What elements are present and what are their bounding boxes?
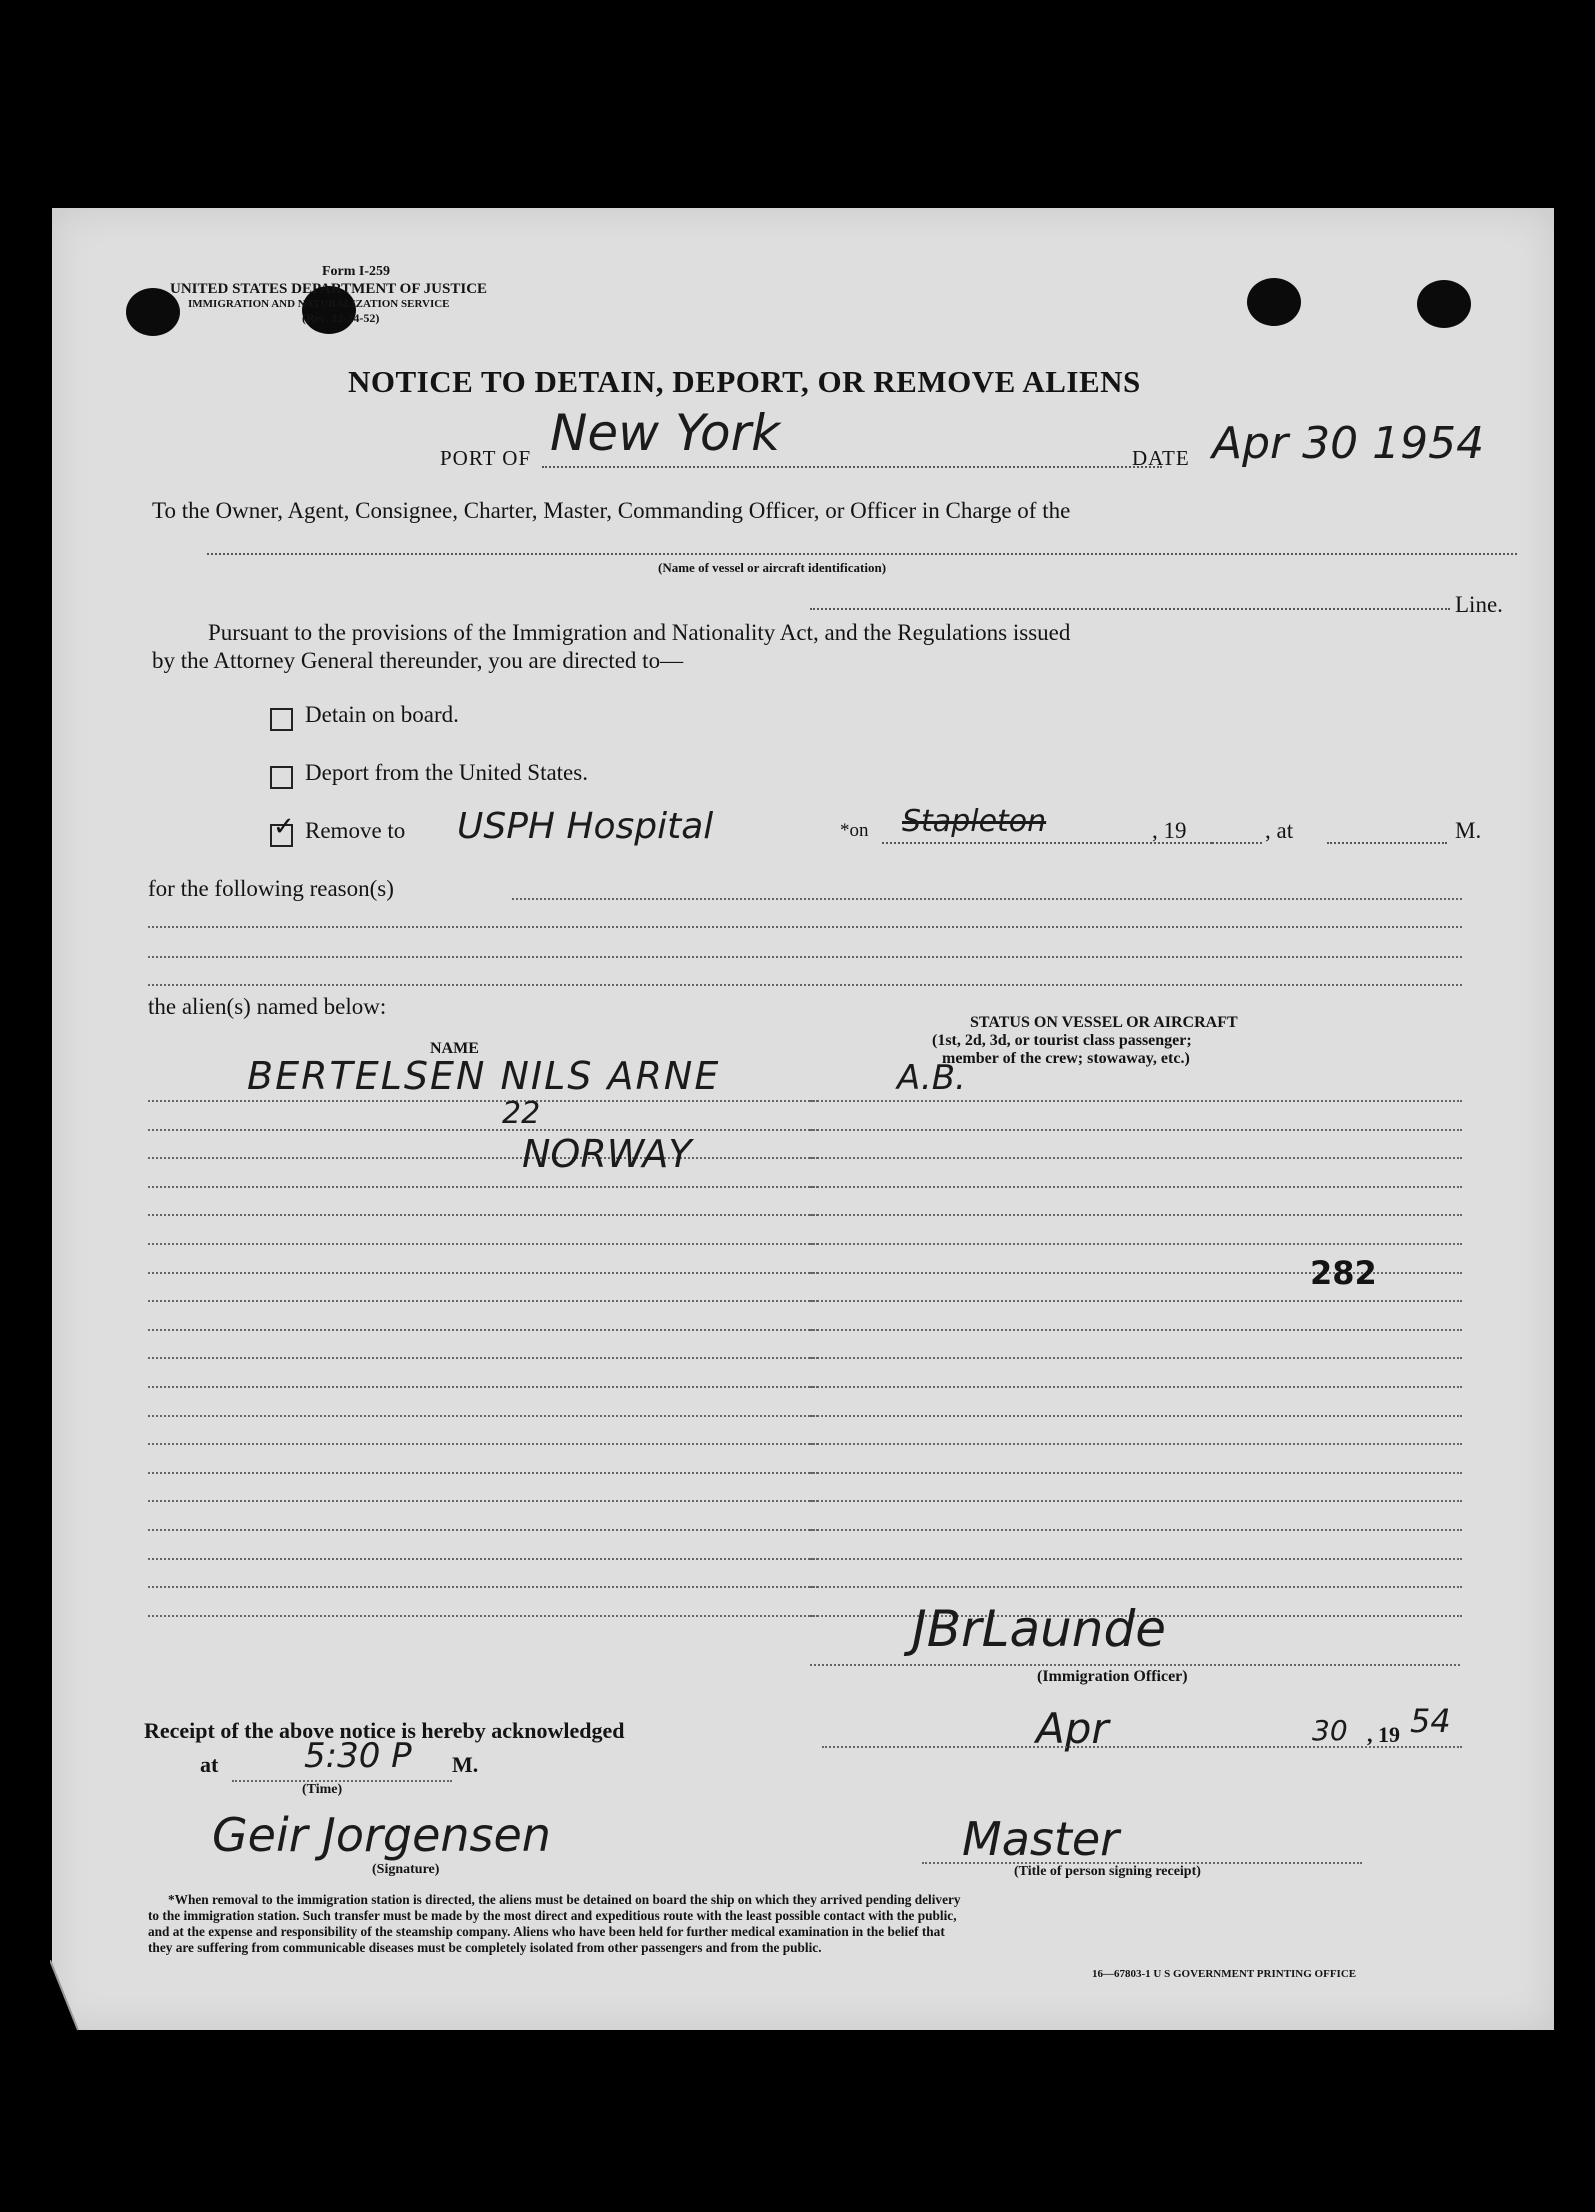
date-value: Apr 30 1954 (1212, 418, 1485, 469)
name-row-line (148, 1357, 818, 1359)
reason-line-2 (148, 926, 1462, 928)
footnote-line-3: and at the expense and responsibility of the steamship company. Aliens who have been held for further medical examination in the belief that (148, 1924, 945, 1939)
status-row-line (810, 1186, 1462, 1188)
receipt-year-suffix: 54 (1410, 1702, 1451, 1740)
receipt-signature: Geir Jorgensen (212, 1808, 551, 1862)
receipt-date-line (822, 1746, 1462, 1748)
status-row-line (810, 1357, 1462, 1359)
status-row-line (810, 1129, 1462, 1131)
name-row-line (148, 1615, 818, 1617)
folded-corner (50, 1960, 114, 2032)
year-label: , 19 (1152, 818, 1187, 843)
status-row-line (810, 1443, 1462, 1445)
aliens-label: the alien(s) named below: (148, 994, 387, 1019)
remove-destination: USPH Hospital (457, 806, 714, 847)
name-row-line (148, 1157, 818, 1159)
name-row-line (148, 1329, 818, 1331)
officer-caption: (Immigration Officer) (1037, 1668, 1188, 1685)
name-row-line (148, 1443, 818, 1445)
printer-line: 16—67803-1 U S GOVERNMENT PRINTING OFFICE (1092, 1968, 1357, 1980)
status-row-line (810, 1100, 1462, 1102)
year-field-line (1212, 842, 1262, 844)
receipt-title-value: Master (962, 1812, 1120, 1866)
agency-name: UNITED STATES DEPARTMENT OF JUSTICE (170, 281, 488, 297)
detain-label: Detain on board. (305, 702, 459, 727)
status-row-line (810, 1300, 1462, 1302)
m-label: M. (1455, 818, 1482, 843)
stamp-number: 282 (1310, 1254, 1377, 1292)
status-column-subheader-1: (1st, 2d, 3d, or tourist class passenger; (932, 1032, 1192, 1049)
form-revision: (Rev. 12-24-52) (302, 311, 380, 325)
reason-line-4 (148, 984, 1462, 986)
officer-signature-line (810, 1664, 1460, 1666)
time-field-line (1327, 842, 1447, 844)
name-row-line (148, 1272, 818, 1274)
addressee-line: To the Owner, Agent, Consignee, Charter, Master, Commanding Officer, or Officer in Charge of the (152, 498, 1071, 523)
checkmark-icon: ✓ (273, 812, 295, 842)
deport-checkbox[interactable] (270, 766, 293, 789)
status-row-line (810, 1214, 1462, 1216)
pursuant-text-1: Pursuant to the provisions of the Immigration and Nationality Act, and the Regulations issued (208, 620, 1071, 645)
officer-signature: JBrLaunde (912, 1600, 1166, 1658)
name-column-header: NAME (430, 1040, 479, 1057)
port-value: New York (550, 404, 781, 462)
footnote-line-1: *When removal to the immigration station is directed, the aliens must be detained on board the ship on which they arrived pending delivery (168, 1892, 961, 1907)
alien-name: BERTELSEN NILS ARNE (247, 1054, 721, 1098)
name-row-line (148, 1100, 818, 1102)
status-column-subheader-2: member of the crew; stowaway, etc.) (942, 1050, 1190, 1067)
name-row-line (148, 1415, 818, 1417)
receipt-day: 30 (1312, 1714, 1348, 1747)
receipt-time-m: M. (452, 1752, 479, 1777)
punch-hole-center-right (1247, 278, 1301, 326)
reason-line-3 (148, 956, 1462, 958)
status-row-line (810, 1157, 1462, 1159)
name-row-line (148, 1243, 818, 1245)
title-caption: (Title of person signing receipt) (1014, 1864, 1201, 1879)
status-row-line (810, 1558, 1462, 1560)
status-row-line (810, 1329, 1462, 1331)
alien-age: 22 (502, 1096, 541, 1131)
reason-line-1 (512, 898, 1462, 900)
line-label: Line. (1455, 592, 1503, 617)
detain-checkbox[interactable] (270, 708, 293, 731)
page-title: NOTICE TO DETAIN, DEPORT, OR REMOVE ALIENS (348, 364, 1141, 399)
status-row-line (810, 1500, 1462, 1502)
reasons-label: for the following reason(s) (148, 876, 394, 901)
remove-checkbox[interactable] (270, 812, 295, 847)
line-field (810, 608, 1450, 610)
form-number: Form I-259 (322, 264, 391, 279)
name-row-line (148, 1558, 818, 1560)
status-row-line (810, 1529, 1462, 1531)
name-row-line (148, 1214, 818, 1216)
status-column-header: STATUS ON VESSEL OR AIRCRAFT (970, 1014, 1238, 1031)
name-row-line (148, 1500, 818, 1502)
port-label: PORT OF (440, 446, 532, 470)
receipt-label: Receipt of the above notice is hereby acknowledged (144, 1718, 625, 1743)
vessel-caption: (Name of vessel or aircraft identification) (658, 560, 887, 575)
status-row-line (810, 1586, 1462, 1588)
name-row-line (148, 1472, 818, 1474)
status-row-line (810, 1243, 1462, 1245)
name-row-line (148, 1586, 818, 1588)
footnote-line-4: they are suffering from communicable diseases must be completely isolated from other passengers and from the public. (148, 1940, 822, 1955)
name-row-line (148, 1300, 818, 1302)
status-row-line (810, 1386, 1462, 1388)
receipt-at-label: at (200, 1752, 219, 1777)
punch-hole-right (1417, 280, 1471, 328)
remove-label: Remove to (305, 818, 406, 843)
name-row-line (148, 1129, 818, 1131)
alien-status: A.B. (897, 1058, 966, 1098)
name-row-line (148, 1386, 818, 1388)
alien-country: NORWAY (522, 1132, 692, 1176)
date-label: DATE (1132, 446, 1190, 470)
pursuant-text-2: by the Attorney General thereunder, you are directed to— (152, 648, 684, 673)
form-sheet (52, 208, 1554, 2030)
signature-caption: (Signature) (372, 1862, 440, 1877)
receipt-year-prefix: , 19 (1367, 1722, 1400, 1747)
remove-struck-location: Stapleton (902, 804, 1047, 839)
time-caption: (Time) (302, 1782, 343, 1797)
footnote-line-2: to the immigration station. Such transfer must be made by the most direct and expeditious route with the least possible contact with the public, (148, 1908, 957, 1923)
name-row-line (148, 1529, 818, 1531)
vessel-line (207, 553, 1517, 555)
agency-service: IMMIGRATION AND NATURALIZATION SERVICE (188, 298, 450, 310)
on-label: *on (840, 820, 869, 841)
at-label: , at (1265, 818, 1294, 843)
receipt-month: Apr (1036, 1704, 1109, 1753)
status-row-line (810, 1415, 1462, 1417)
receipt-time: 5:30 P (304, 1736, 412, 1776)
status-row-line (810, 1472, 1462, 1474)
name-row-line (148, 1186, 818, 1188)
port-line (542, 466, 1162, 468)
deport-label: Deport from the United States. (305, 760, 588, 785)
